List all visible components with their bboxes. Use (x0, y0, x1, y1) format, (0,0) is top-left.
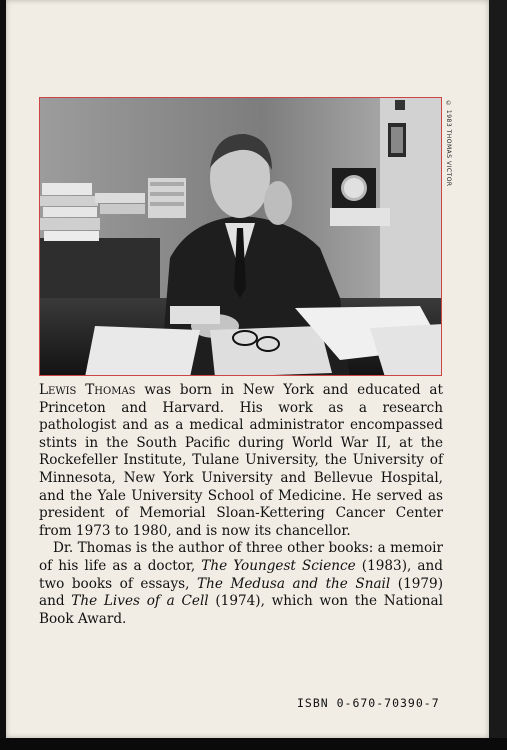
bio-paragraph-1-text: was born in New York and educated at Princeton and Harvard. His work as a research pathologist and as a medical administrator encompassed stints in the South Pacific during World War II, at the Rockefeller Institute, Tulane University, the University of Minnesota, New York University and Bellevue Hospital, and the Yale University School of Medicine. He served as president of Memorial Sloan-Kettering Cancer Center from 1973 to 1980, and is now its chancellor. (39, 382, 444, 539)
bio-paragraph-2 (39, 540, 443, 628)
photo-credit: © 1983 THOMAS VICTOR (445, 100, 452, 187)
book-title-youngest-science: The Youngest Science (201, 557, 356, 574)
scan-edge-right (489, 0, 507, 750)
isbn-number: ISBN 0-670-70390-7 (297, 696, 440, 710)
book-title-lives-of-a-cell: The Lives of a Cell (71, 593, 209, 610)
author-photo-image (40, 98, 442, 376)
author-name: Lewis Thomas (39, 382, 136, 398)
book-title-medusa-snail: The Medusa and the Snail (197, 575, 391, 592)
bio-text-d: (1974), which won the National Book Award. (39, 593, 443, 627)
bio-text-c: (1979) and (39, 575, 443, 610)
scan-edge-bottom (0, 738, 507, 750)
bio-paragraph-1 (39, 382, 443, 540)
bio-text-a: Dr. Thomas is the author of three other books: a memoir of his life as a doctor, (39, 540, 443, 574)
bio-text-b: (1983), and two books of essays, (39, 557, 443, 592)
author-bio (39, 382, 443, 628)
author-photo (39, 97, 442, 376)
